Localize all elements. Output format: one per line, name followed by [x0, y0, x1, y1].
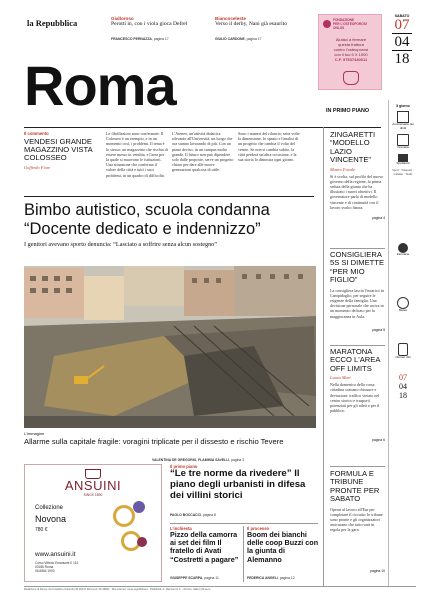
ad-text-2: questa frattura — [338, 42, 364, 47]
ad-address-1: Corso Vittorio Emanuele II 151 — [35, 561, 79, 565]
sidebar-3-title: MARATONA ECCO L'AREA OFF LIMITS — [330, 347, 380, 373]
ad-org-line2: PER L'OSTEOPOROSI — [333, 21, 367, 26]
index-number-1: 04 — [399, 382, 407, 392]
lead-column-2: L'Ateneo, un'attività didattica rilevante all'Università, un luogo che ora stanno lavorando di più. Con un piano deciso, in un campus molto grande. Il futuro non può dipendere solo dalle proposte, serve un progetto chiaro per dare alle nuove generazioni qualcosa di utile. — [172, 131, 234, 173]
index-entry-0[interactable] — [391, 111, 415, 130]
bottom-3-title: Boom dei bianchi delle coop Buzzi con la giunta di Alemanno — [247, 530, 319, 564]
sidebar-3-page: pagina 6 — [371, 438, 385, 443]
index-item-2: Spettacoli — [396, 160, 410, 165]
ad-address-2: 00186 Roma — [35, 565, 54, 569]
ad-text-4: con il tuo 5 X 1000 — [334, 52, 368, 57]
index-blurb: Sport · Trasporti · Cinema · Teatri — [392, 169, 414, 177]
index-item-5: Cinema — [393, 172, 403, 177]
index-entry-7[interactable] — [391, 243, 415, 257]
ad-since: SINCE 1890 — [83, 493, 103, 497]
photo-credit: L'immagine — [24, 431, 45, 436]
biancoceleste-title: Verso il derby, Nani già esaurito — [215, 21, 288, 27]
photo-byline: VALENTINA DE GREGORIO, FLAMINIA SAVELLI — [152, 458, 230, 462]
lead-column-1: Le fibrillazioni sono confermate. Il Colosseo è un esempio, e in un momento così, i problemi. Il tema è lo stesso: un magazzino che rischia di essere messo in vendita, e l'area per la quale si muovono le istituzioni. Una situazione che conferma il valore della città e tutti i suoi problemi, in un quadro di difficoltà. — [106, 131, 168, 178]
index-item-0: Anniversario dei diritti — [392, 122, 414, 130]
photo-caption[interactable]: Allarme sulla capitale fragile: voragini triplicate per il dissesto e rischio Tevere — [24, 437, 284, 446]
sidebar-article-3[interactable] — [330, 348, 385, 442]
ad-logo-icon — [323, 20, 331, 28]
bottom-2-page: , pagina 11 — [202, 575, 219, 580]
index-entry-9[interactable] — [391, 343, 415, 360]
giallorosso-teaser[interactable] — [111, 16, 211, 45]
headline-line-2: “Docente dedicato e indennizzo” — [24, 220, 261, 238]
photo-page: , pagina 3 — [229, 458, 245, 462]
bottom-2-title: Pizzo della camorra ai set dei film Il fratello di Avati “Costretti a pagare” — [170, 530, 239, 564]
giallorosso-kicker: Gialloroso — [111, 16, 134, 21]
date-day: 07 — [394, 17, 410, 33]
city-title: Roma — [24, 54, 176, 117]
phone-icon — [398, 343, 408, 356]
date-month: 04 — [394, 34, 410, 50]
bottom-story-1[interactable] — [170, 464, 318, 521]
bottom-story-2[interactable] — [170, 526, 240, 584]
index-item-9: Numeri utili — [395, 354, 411, 359]
index-column — [391, 104, 415, 400]
index-item-3: Sport — [392, 169, 399, 173]
biancoceleste-teaser[interactable] — [215, 16, 315, 45]
bottom-story-3[interactable] — [247, 526, 319, 584]
ad-org-line1: FONDAZIONE — [333, 18, 355, 22]
lead-article[interactable] — [24, 131, 104, 170]
date-block — [388, 14, 416, 66]
bottom-3-byline: FEDERICA ANGELI — [247, 575, 278, 580]
sidebar-article-4[interactable] — [330, 470, 385, 573]
index-label: Il giorno — [396, 104, 410, 108]
ad-text-3: contro l'osteoporosi — [333, 47, 369, 52]
index-item-7: Farmacie — [396, 252, 410, 257]
sidebar-1-author: Mauro Favale — [330, 166, 356, 172]
biancoceleste-page: , pagina 17 — [244, 37, 262, 42]
biancoceleste-kicker: Biancoceleste — [215, 16, 246, 21]
ad-address-3: 06.6864 1900 — [35, 569, 55, 573]
sidebar-1-page: pagina 4 — [371, 215, 385, 220]
gem-icon — [133, 501, 145, 513]
index-item-4: Trasporti — [401, 169, 413, 173]
sidebar-1-title: ZINGARETTI “MODELLO LAZIO VINCENTE” — [330, 130, 376, 165]
sidebar-article-1[interactable] — [330, 131, 385, 220]
ad-cf: C.F. 97537440011 — [334, 57, 368, 62]
ansuini-ad[interactable] — [24, 464, 162, 582]
date-year: 18 — [394, 51, 410, 67]
sidebar-2-page: pagina 5 — [371, 327, 385, 332]
sidebar-1-text: Si è svolta, sul profilo del nuovo governo della regione, la prima seduta della giunta che ha illustrato i nuovi obiettivi. Il governatore parla di modello vincente e di continuità con il lavoro svolto finora. — [330, 173, 384, 210]
lead-kicker: Il commento — [24, 131, 49, 136]
bottom-2-kicker: L'inchiesta — [170, 526, 192, 531]
day-label: SABATO — [394, 14, 410, 18]
bottom-1-byline: PAOLO BOCCACCI — [170, 513, 202, 518]
sidebar-2-text: La consigliera lascia l'incarico in Campidoglio, per seguire le esigenze della famiglia. Una decisione personale che arriva in un momento delicato per la maggioranza in Aula. — [330, 287, 384, 319]
bottom-3-kicker: Il processo — [247, 526, 270, 531]
ad-brand: ANSUINI — [64, 478, 122, 493]
sidebar-2-title: CONSIGLIERA 5S SI DIMETTE “PER MIO FIGLIO” — [330, 250, 385, 285]
headline-deck: I genitori avevano sporto denuncia: “Lasciato a soffrire senza alcun sostegno” — [24, 241, 217, 248]
ad-url[interactable]: www.ansuini.it — [35, 551, 76, 558]
ad-org-line3: ONLUS — [333, 25, 345, 30]
ad-price: 780 € — [35, 527, 48, 533]
bottom-1-page: , pagina 8 — [201, 513, 216, 518]
index-item-1: Cronaca — [397, 145, 409, 150]
lead-title: VENDESI GRANDE MAGAZZINO VISTA COLOSSEO — [24, 137, 93, 163]
index-entry-8[interactable] — [391, 297, 415, 313]
index-item-8: Meteo — [398, 307, 408, 312]
sidebar-3-author: Laura Mari — [330, 375, 351, 381]
sidebar-4-page: pagina 10 — [370, 568, 385, 573]
bottom-2-byline: GIUSEPPE SCARPA — [170, 575, 203, 580]
index-entry-2[interactable] — [391, 154, 415, 166]
bottom-1-kicker: Il primo piano — [170, 464, 198, 469]
index-numbers — [391, 373, 415, 400]
bottom-1-title: “Le tre norme da rivedere” Il piano degli urbanisti in difesa dei villini storici — [170, 468, 306, 501]
lead-column-3: Sono i numeri del rilancio: sette volte la dimensione, lo spazio e l'analisi di un progetto che cambia il volto del centro. Se non si cambia subito, la città perderà un'altra occasione, e la sua storia lo dimostra ogni giorno. — [238, 131, 300, 163]
giallorosso-byline: FRANCESCO PERNAZZA — [111, 37, 152, 42]
sidebar-4-title: FORMULA E TRIBUNE PRONTE PER SABATO — [330, 469, 380, 504]
sidebar-3-text: Nella domenica della corsa cittadina scattano chiusure e deviazioni: traffico vietato nel centro storico e trasporti potenziati per gli atleti e per il pubblico. — [330, 382, 380, 414]
hand-icon — [343, 71, 359, 85]
ad-product: Novona — [35, 514, 67, 524]
giallorosso-page: , pagina 17 — [151, 37, 169, 42]
masthead-brand: la Repubblica — [27, 18, 78, 28]
lead-author: Goffredo Fiore — [24, 164, 51, 170]
ad-collection: Collezione — [35, 505, 64, 511]
news-photo — [24, 266, 316, 428]
biancoceleste-byline: GIULIO CARDONE — [215, 37, 245, 42]
gem-icon-2 — [137, 537, 147, 547]
index-entry-1[interactable] — [391, 134, 415, 150]
giallorosso-title: Perotti in, con i viola gioca Defrel — [111, 21, 188, 27]
index-item-6: Teatri — [405, 172, 413, 177]
ad-text-1: Aiutaci a fermare — [335, 37, 367, 42]
bottom-3-page: , pagina 12 — [277, 575, 295, 580]
index-number-2: 18 — [399, 391, 407, 401]
ring-icon — [113, 505, 135, 527]
index-number-0: 07 — [399, 373, 407, 383]
footer-text: Redazione di Roma: via Cristoforo Colombo 90 00147 Roma tel. 06.49821 - Sito internet: roma.repubblica.it - Pubblicità: A. Manzoni & C. - Prezzo: Italia 1,50 euro — [24, 588, 211, 591]
section-tag: IN PRIMO PIANO — [326, 108, 370, 114]
sidebar-4-text: Operai al lavoro all'Eur per completare il circuito: le tribune sono pronte e gli organizzatori assicurano che tutto sarà in regola per la gara. — [330, 506, 383, 533]
headline-line-1: Bimbo autistico, scuola condanna — [24, 201, 270, 219]
osteoporosis-ad[interactable] — [318, 14, 382, 90]
sidebar-article-2[interactable] — [330, 251, 385, 332]
main-headline[interactable] — [24, 201, 316, 249]
